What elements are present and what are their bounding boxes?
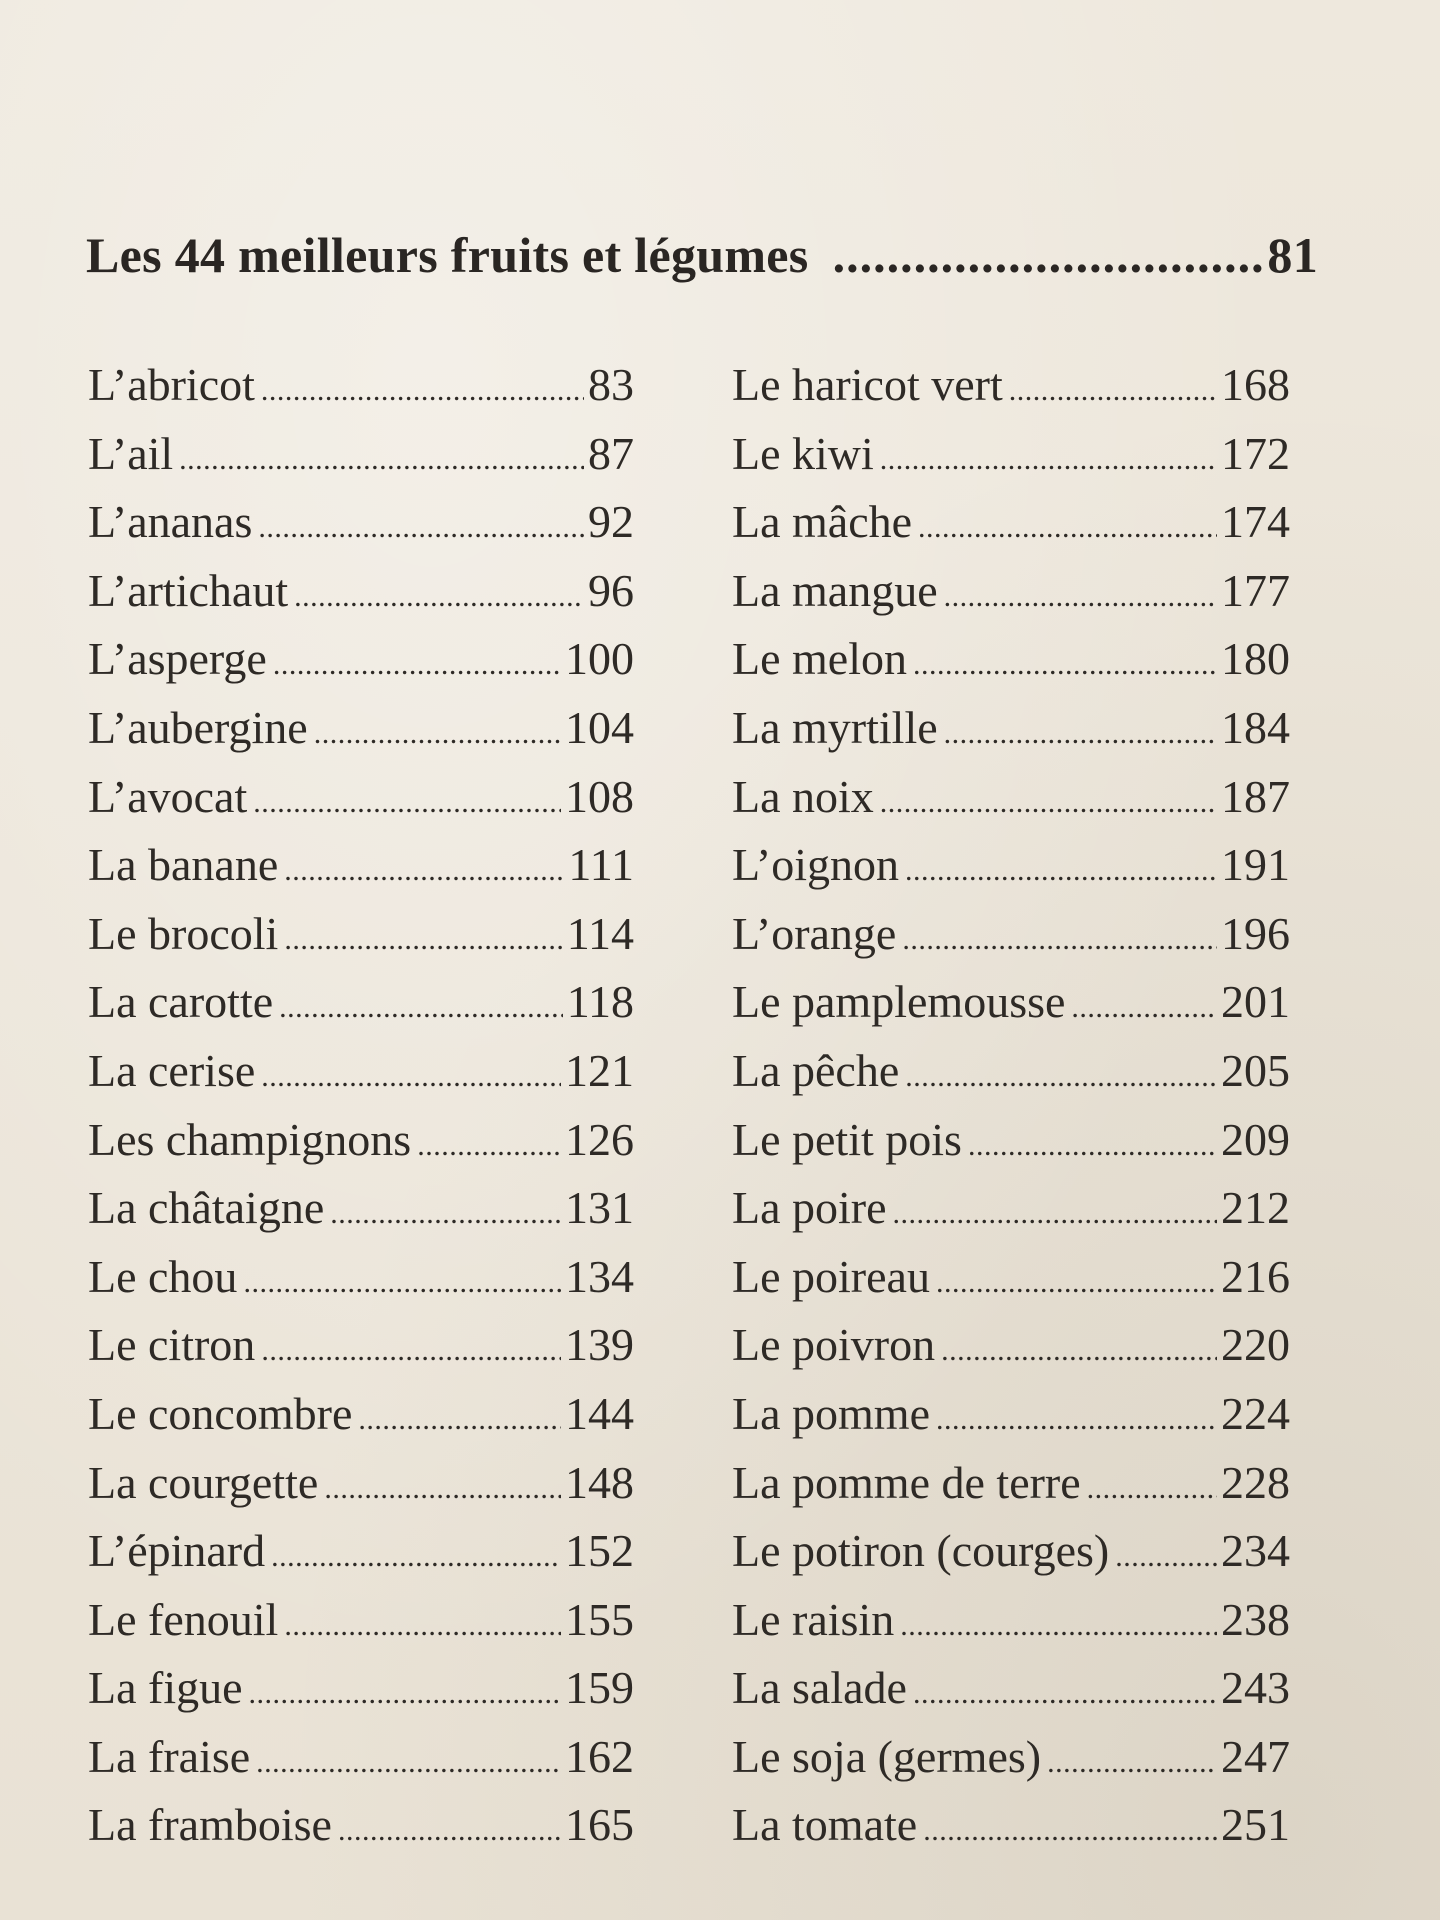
toc-left-column [88, 358, 634, 1867]
toc-entry-page-number: 184 [1221, 701, 1290, 753]
dot-leader [253, 786, 561, 820]
toc-entry-page-number: 118 [566, 976, 634, 1028]
toc-entry [88, 427, 634, 496]
toc-entry-label: Le poivron [732, 1319, 936, 1371]
dot-leader [913, 648, 1217, 682]
dot-leader [1115, 1540, 1217, 1574]
toc-entry-page-number: 155 [565, 1593, 634, 1645]
toc-entry-label: La myrtille [732, 701, 938, 753]
toc-entry-label: La figue [88, 1662, 243, 1714]
section-title: Les 44 meilleurs fruits et légumes [86, 227, 809, 283]
toc-entry-label: La cerise [88, 1044, 256, 1096]
toc-entry [88, 1661, 634, 1730]
toc-entry-label: Le brocoli [88, 907, 279, 959]
toc-entry-page-number: 139 [565, 1319, 634, 1371]
dot-leader [179, 443, 584, 477]
toc-entry-label: Le haricot vert [732, 359, 1003, 410]
toc-entry [88, 1113, 634, 1182]
toc-entry [88, 632, 634, 701]
toc-entry-page-number: 243 [1221, 1662, 1290, 1714]
dot-leader [905, 1060, 1217, 1094]
toc-entry-page-number: 251 [1221, 1799, 1290, 1851]
toc-entry [88, 907, 634, 976]
toc-entry [732, 1044, 1290, 1113]
toc-entry-page-number: 224 [1221, 1387, 1290, 1439]
toc-entry-label: L’ail [88, 427, 174, 479]
toc-entry [732, 907, 1290, 976]
toc-entry-label: Les champignons [88, 1113, 412, 1165]
dot-leader [833, 226, 1264, 284]
section-page-number: 81 [1267, 227, 1318, 283]
dot-leader [338, 1814, 561, 1848]
dot-leader [1071, 991, 1217, 1025]
toc-entry-page-number: 174 [1221, 496, 1290, 548]
toc-entry-label: La pomme de terre [732, 1456, 1081, 1508]
toc-entry-label: La poire [732, 1182, 887, 1234]
toc-entry-label: La salade [732, 1662, 907, 1714]
dot-leader [902, 923, 1217, 957]
toc-entry-label: Le fenouil [88, 1593, 279, 1645]
toc-entry-label: La fraise [88, 1730, 251, 1782]
toc-entry-label: La mâche [732, 496, 913, 548]
toc-entry [88, 358, 634, 427]
toc-entry [732, 564, 1290, 633]
dot-leader [314, 717, 561, 751]
toc-entry-page-number: 187 [1221, 770, 1290, 822]
toc-entry-label: La mangue [732, 564, 938, 616]
dot-leader [358, 1403, 561, 1437]
toc-entry [88, 975, 634, 1044]
dot-leader [261, 1060, 561, 1094]
toc-entry [732, 632, 1290, 701]
dot-leader [243, 1266, 561, 1300]
toc-entry [88, 1593, 634, 1662]
toc-entry-page-number: 165 [565, 1799, 634, 1851]
dot-leader [880, 786, 1217, 820]
toc-entry-page-number: 196 [1221, 907, 1290, 959]
dot-leader [284, 923, 562, 957]
dot-leader [258, 511, 584, 545]
toc-entry-page-number: 121 [565, 1044, 634, 1096]
toc-entry-page-number: 247 [1221, 1730, 1290, 1782]
dot-leader [968, 1129, 1217, 1163]
toc-entry-page-number: 191 [1221, 839, 1290, 891]
toc-entry [732, 838, 1290, 907]
toc-entry [88, 1250, 634, 1319]
toc-entry-page-number: 87 [588, 427, 634, 479]
toc-entry-page-number: 108 [565, 770, 634, 822]
toc-entry-label: L’abricot [88, 359, 255, 410]
toc-entry [732, 1456, 1290, 1525]
dot-leader [936, 1266, 1217, 1300]
toc-entry-page-number: 100 [565, 633, 634, 685]
toc-entry-label: La banane [88, 839, 279, 891]
toc-entry-page-number: 209 [1221, 1113, 1290, 1165]
toc-entry-label: L’artichaut [88, 564, 289, 616]
toc-entry [732, 1730, 1290, 1799]
toc-entry [88, 770, 634, 839]
dot-leader [271, 1540, 561, 1574]
toc-entry-page-number: 162 [565, 1730, 634, 1782]
section-heading [86, 226, 1318, 284]
toc-entry-label: La courgette [88, 1456, 319, 1508]
dot-leader [261, 374, 584, 408]
dot-leader [294, 580, 584, 614]
dot-leader [417, 1129, 561, 1163]
toc-entry-label: Le melon [732, 633, 907, 685]
toc-entry-page-number: 177 [1221, 564, 1290, 616]
toc-entry [732, 1387, 1290, 1456]
dot-leader [261, 1334, 561, 1368]
toc-entry-page-number: 134 [565, 1250, 634, 1302]
toc-entry [732, 1661, 1290, 1730]
toc-entry [88, 838, 634, 907]
toc-entry [732, 1798, 1290, 1867]
toc-entry-page-number: 216 [1221, 1250, 1290, 1302]
toc-entry-page-number: 92 [588, 496, 634, 548]
toc-entry [88, 1318, 634, 1387]
dot-leader [324, 1472, 561, 1506]
dot-leader [944, 580, 1217, 614]
toc-entry [88, 1524, 634, 1593]
toc-entry [88, 495, 634, 564]
toc-entry-label: L’asperge [88, 633, 267, 685]
toc-entry-label: L’oignon [732, 839, 899, 891]
toc-entry-page-number: 228 [1221, 1456, 1290, 1508]
toc-entry-label: Le petit pois [732, 1113, 962, 1165]
toc-entry-page-number: 131 [565, 1182, 634, 1234]
toc-entry-page-number: 96 [588, 564, 634, 616]
toc-entry-label: Le kiwi [732, 427, 874, 479]
toc-entry-page-number: 212 [1221, 1182, 1290, 1234]
dot-leader [249, 1677, 561, 1711]
toc-entry-label: Le concombre [88, 1387, 353, 1439]
toc-entry-label: La noix [732, 770, 874, 822]
toc-entry-page-number: 172 [1221, 427, 1290, 479]
toc-entry [88, 1798, 634, 1867]
toc-entry-page-number: 152 [565, 1525, 634, 1577]
toc-entry-page-number: 114 [566, 907, 634, 959]
toc-entry-page-number: 159 [565, 1662, 634, 1714]
dot-leader [256, 1746, 561, 1780]
toc-entry-label: La châtaigne [88, 1182, 325, 1234]
toc-entry-page-number: 238 [1221, 1593, 1290, 1645]
toc-entry-label: La carotte [88, 976, 274, 1028]
toc-entry [732, 427, 1290, 496]
toc-entry [732, 1524, 1290, 1593]
dot-leader [284, 1609, 561, 1643]
toc-entry-label: L’ananas [88, 496, 253, 548]
toc-entry [732, 1181, 1290, 1250]
toc-entry-label: La pêche [732, 1044, 900, 1096]
toc-entry-label: La pomme [732, 1387, 930, 1439]
dot-leader [1009, 374, 1217, 408]
toc-entry [732, 1250, 1290, 1319]
toc-entry [732, 701, 1290, 770]
dot-leader [284, 854, 564, 888]
dot-leader [900, 1609, 1217, 1643]
toc-entry-page-number: 168 [1221, 359, 1290, 410]
dot-leader [273, 648, 561, 682]
dot-leader [893, 1197, 1217, 1231]
toc-entry [732, 975, 1290, 1044]
toc-entry-label: Le poireau [732, 1250, 930, 1302]
dot-leader [913, 1677, 1217, 1711]
dot-leader [944, 717, 1217, 751]
dot-leader [330, 1197, 561, 1231]
toc-entry-label: La tomate [732, 1799, 918, 1851]
toc-entry [88, 1730, 634, 1799]
dot-leader [918, 511, 1217, 545]
toc-entry-page-number: 144 [565, 1387, 634, 1439]
dot-leader [1047, 1746, 1217, 1780]
toc-entry [88, 564, 634, 633]
toc-entry-label: La framboise [88, 1799, 332, 1851]
toc-entry-label: Le citron [88, 1319, 256, 1371]
toc-entry-page-number: 220 [1221, 1319, 1290, 1371]
toc-entry [732, 1318, 1290, 1387]
toc-entry-label: Le potiron (courges) [732, 1525, 1110, 1577]
toc-entry-label: L’orange [732, 907, 897, 959]
toc-entry [732, 770, 1290, 839]
toc-entry-page-number: 201 [1221, 976, 1290, 1028]
toc-entry [88, 1044, 634, 1113]
toc-right-column [732, 358, 1290, 1867]
toc-entry-label: L’avocat [88, 770, 248, 822]
toc-entry-page-number: 83 [588, 359, 634, 410]
toc-entry-label: Le pamplemousse [732, 976, 1066, 1028]
dot-leader [880, 443, 1217, 477]
toc-entry [88, 1181, 634, 1250]
toc-entry [732, 495, 1290, 564]
dot-leader [279, 991, 563, 1025]
toc-entry [88, 701, 634, 770]
toc-entry [732, 358, 1290, 427]
dot-leader [936, 1403, 1217, 1437]
toc-entry [88, 1456, 634, 1525]
dot-leader [1087, 1472, 1217, 1506]
toc-entry [732, 1113, 1290, 1182]
toc-entry-label: Le raisin [732, 1593, 895, 1645]
dot-leader [905, 854, 1217, 888]
toc-entry-page-number: 180 [1221, 633, 1290, 685]
toc-entry [732, 1593, 1290, 1662]
toc-entry [88, 1387, 634, 1456]
dot-leader [923, 1814, 1217, 1848]
toc-entry-page-number: 148 [565, 1456, 634, 1508]
toc-entry-page-number: 126 [565, 1113, 634, 1165]
toc-entry-page-number: 234 [1221, 1525, 1290, 1577]
toc-entry-page-number: 111 [568, 839, 634, 891]
toc-entry-page-number: 104 [565, 701, 634, 753]
toc-entry-page-number: 205 [1221, 1044, 1290, 1096]
toc-entry-label: Le soja (germes) [732, 1730, 1042, 1782]
toc-entry-label: L’épinard [88, 1525, 266, 1577]
toc-entry-label: L’aubergine [88, 701, 308, 753]
dot-leader [941, 1334, 1217, 1368]
toc-entry-label: Le chou [88, 1250, 238, 1302]
